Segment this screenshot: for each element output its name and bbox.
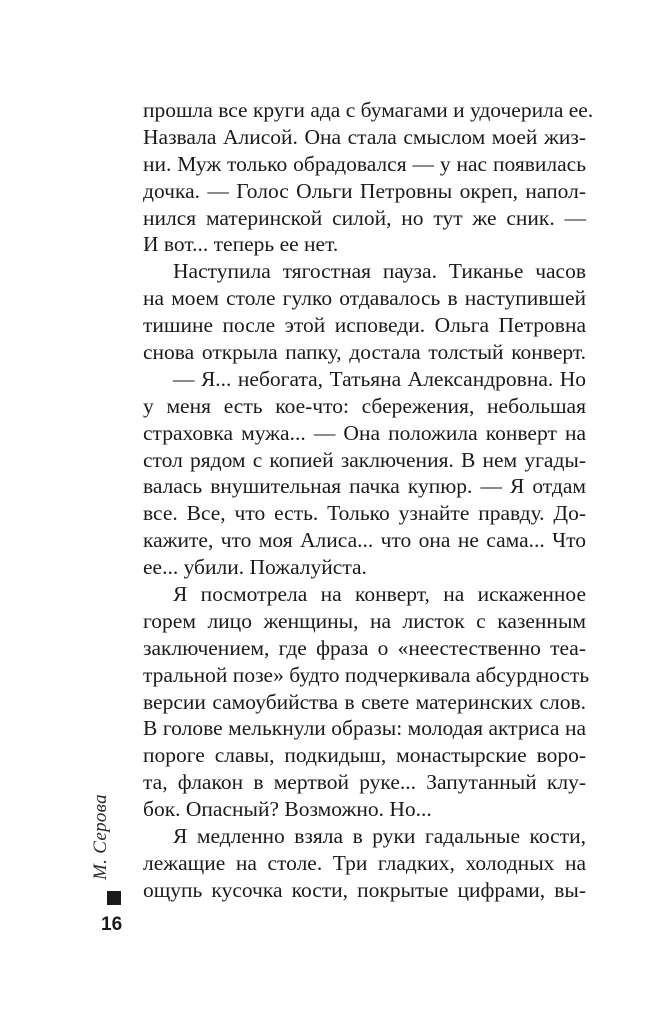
text-line: версии самоубийства в свете материнских слов. bbox=[143, 689, 586, 714]
text-line: Назвала Алисой. Она стала смыслом моей жиз- bbox=[143, 124, 586, 149]
page-number: 16 bbox=[101, 914, 123, 935]
text-line: нился материнской силой, но тут же сник. — bbox=[143, 205, 586, 230]
text-line: стол рядом с копией заключения. В нем угады- bbox=[143, 447, 586, 472]
text-line: горем лицо женщины, на листок с казенным bbox=[143, 608, 586, 633]
text-line: на моем столе гулко отдавалось в наступившей bbox=[143, 286, 586, 311]
text-line: та, флакон в мертвой руке... Запутанный клу- bbox=[143, 770, 586, 795]
text-line: прошла все круги ада с бумагами и удочерила ее. bbox=[143, 98, 594, 122]
author-running-header: М. Серова bbox=[90, 794, 111, 880]
text-line: ощупь кусочка кости, покрытые цифрами, вы- bbox=[143, 877, 586, 902]
text-line: у меня есть кое-что: сбережения, небольшая bbox=[143, 393, 586, 418]
text-line: дочка. — Голос Ольги Петровны окреп, напол- bbox=[143, 178, 586, 203]
text-line: тральной позе» будто подчеркивала абсурдность bbox=[143, 662, 590, 687]
paragraph-first-line: Наступила тягостная пауза. Тиканье часов bbox=[173, 259, 586, 284]
text-line: ни. Муж только обрадовался — у нас появилась bbox=[143, 151, 586, 176]
text-line: кажите, что моя Алиса... что она не сама... Что bbox=[143, 528, 586, 553]
body-text bbox=[143, 97, 594, 904]
text-line: И вот... теперь ее нет. bbox=[143, 232, 339, 257]
text-line: все. Все, что есть. Только узнайте правду. До- bbox=[143, 501, 586, 526]
text-line: тишине после этой исповеди. Ольга Петровна bbox=[143, 313, 586, 338]
paragraph-first-line: Я посмотрела на конверт, на искаженное bbox=[173, 582, 586, 607]
text-line: бок. Опасный? Возможно. Но... bbox=[143, 797, 432, 822]
paragraph-first-line: Я медленно взяла в руки гадальные кости, bbox=[173, 824, 586, 849]
text-line: валась внушительная пачка купюр. — Я отдам bbox=[143, 474, 586, 499]
text-line: снова открыла папку, достала толстый конверт. bbox=[143, 340, 586, 365]
paragraph-first-line: — Я... небогата, Татьяна Александровна. Но bbox=[173, 366, 586, 391]
page-marker-square bbox=[107, 891, 121, 905]
text-line: лежащие на столе. Три гладких, холодных на bbox=[143, 850, 586, 875]
text-line: В голове мелькнули образы: молодая актриса на bbox=[143, 716, 586, 741]
text-line: ее... убили. Пожалуйста. bbox=[143, 555, 367, 580]
text-line: страховка мужа... — Она положила конверт на bbox=[143, 420, 586, 445]
text-line: пороге славы, подкидыш, монастырские воро- bbox=[143, 743, 586, 768]
text-line: заключением, где фраза о «неестественно теа- bbox=[143, 635, 586, 660]
